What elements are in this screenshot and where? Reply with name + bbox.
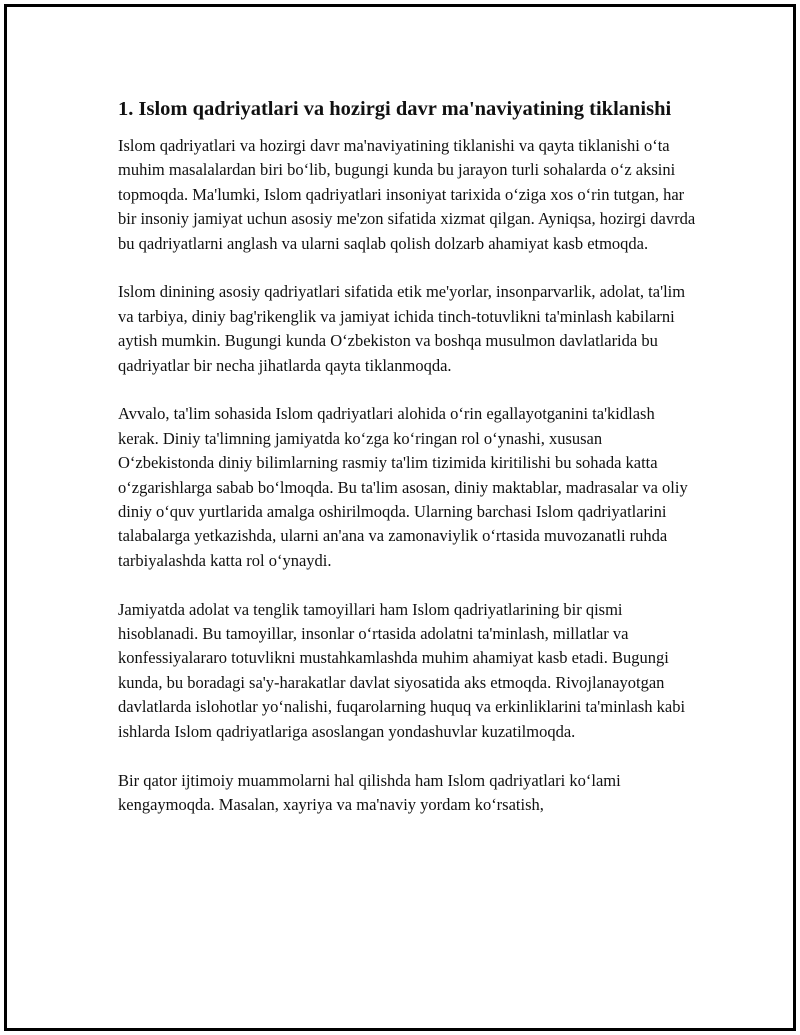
- section-heading: 1. Islom qadriyatlari va hozirgi davr ma'naviyatining tiklanishi: [118, 98, 672, 120]
- paragraph-1: Islom qadriyatlari va hozirgi davr ma'naviyatining tiklanishi va qayta tiklanishi o‘ta muhim masalalardan biri bo‘lib, bugungi kunda bu jarayon turli sohalarda o‘z aksini topmoqda. Ma'lumki, Islom qadriyatlari insoniyat tarixida o‘ziga xos o‘rin tutgan, har bir insoniy jamiyat uchun asosiy me'zon sifatida xizmat qilgan. Ayniqsa, hozirgi davrda bu qadriyatlarni anglash va ularni saqlab qolish dolzarb ahamiyat kasb etmoqda.: [118, 136, 696, 253]
- document-body: [118, 96, 698, 842]
- paragraph-3: Avvalo, ta'lim sohasida Islom qadriyatlari alohida o‘rin egallayotganini ta'kidlash kerak. Diniy ta'limning jamiyatda ko‘zga ko‘ringan rol o‘ynashi, xususan O‘zbekistonda diniy bilimlarning rasmiy ta'lim tizimida kiritilishi bu sohada katta o‘zgarishlarga sabab bo‘lmoqda. Bu ta'lim asosan, diniy maktablar, madrasalar va oliy diniy o‘quv yurtlarida amalga oshirilmoqda. Ularning barchasi Islom qadriyatlarini talabalarga yetkazishda, ularni an'ana va zamonaviylik o‘rtasida muvozanatli ruhda tarbiyalashda katta rol o‘ynaydi.: [118, 404, 688, 570]
- paragraph-4: Jamiyatda adolat va tenglik tamoyillari ham Islom qadriyatlarining bir qismi hisoblanadi. Bu tamoyillar, insonlar o‘rtasida adolatni ta'minlash, millatlar va konfessiyalararo totuvlikni mustahkamlashda muhim ahamiyat kasb etadi. Bugungi kunda, bu boradagi sa'y-harakatlar davlat siyosatida aks etmoqda. Rivojlanayotgan davlatlarda islohotlar yo‘nalishi, fuqarolarning huquq va erkinliklarini ta'minlash kabi ishlarda Islom qadriyatlariga asoslangan yondashuvlar kuzatilmoqda.: [118, 599, 686, 741]
- paragraph-2: Islom dinining asosiy qadriyatlari sifatida etik me'yorlar, insonparvarlik, adolat, ta'lim va tarbiya, diniy bag'rikenglik va jamiyat ichida tinch-totuvlikni ta'minlash kabilarni aytish mumkin. Bugungi kunda O‘zbekiston va boshqa musulmon davlatlarida bu qadriyatlar bir necha jihatlarda qayta tiklanmoqda.: [118, 282, 686, 375]
- paragraph-5: Bir qator ijtimoiy muammolarni hal qilishda ham Islom qadriyatlari ko‘lami kengaymoqda. Masalan, xayriya va ma'naviy yordam ko‘rsatish,: [118, 770, 621, 814]
